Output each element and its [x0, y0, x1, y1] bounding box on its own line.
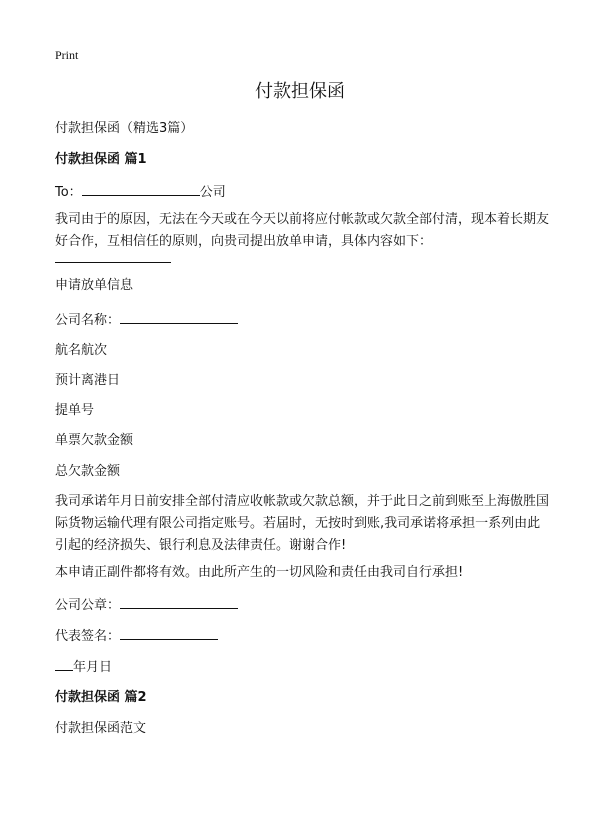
- single-amount-label: 单票欠款金额: [55, 433, 134, 448]
- to-suffix: 公司: [199, 185, 226, 200]
- date-label: 年月日: [73, 660, 113, 675]
- company-name-blank: [120, 309, 238, 324]
- signature-blank: [120, 625, 218, 640]
- date-line: [55, 656, 112, 678]
- article2-heading: 付款担保函 篇2: [55, 690, 147, 705]
- vessel-voyage-label: 航名航次: [55, 343, 108, 358]
- bl-number-label: 提单号: [55, 403, 95, 418]
- sample-label: 付款担保函范文: [55, 721, 147, 736]
- article1-heading: 付款担保函 篇1: [55, 152, 147, 167]
- company-name-label: 公司名称：: [55, 313, 121, 328]
- signature-line: [55, 625, 218, 647]
- promise-paragraph: 我司承诺年月日前安排全部付清应收帐款或欠款总额，并于此日之前到账至上海傲胜国际货物运输代理有限公司指定账号。若届时，无按时到账,我司承诺将承担一系列由此引起的经济损失、银行利息及法律责任。谢谢合作!: [55, 494, 550, 553]
- paragraph-blank-line: [55, 262, 171, 263]
- date-blank: [55, 656, 73, 671]
- seal-line: [55, 594, 238, 616]
- page-title: 付款担保函: [255, 81, 345, 102]
- company-name-line: [55, 309, 238, 331]
- request-paragraph: 我司由于的原因，无法在今天或在今天以前将应付帐款或欠款全部付清，现本着长期友好合作，互相信任的原则，向贵司提出放单申请，具体内容如下：: [55, 212, 550, 249]
- seal-label: 公司公章：: [55, 598, 121, 613]
- etd-label: 预计离港日: [55, 373, 121, 388]
- document-subtitle: 付款担保函（精选3篇）: [55, 121, 194, 136]
- validity-paragraph: 本申请正副件都将有效。由此所产生的一切风险和责任由我司自行承担!: [55, 565, 464, 580]
- seal-blank: [120, 594, 238, 609]
- to-line: [55, 181, 226, 203]
- to-blank: [82, 181, 200, 196]
- print-label: Print: [55, 48, 79, 62]
- signature-label: 代表签名：: [55, 629, 121, 644]
- total-amount-label: 总欠款金额: [55, 464, 121, 479]
- section-label: 申请放单信息: [55, 278, 134, 293]
- to-prefix: To：: [55, 185, 82, 200]
